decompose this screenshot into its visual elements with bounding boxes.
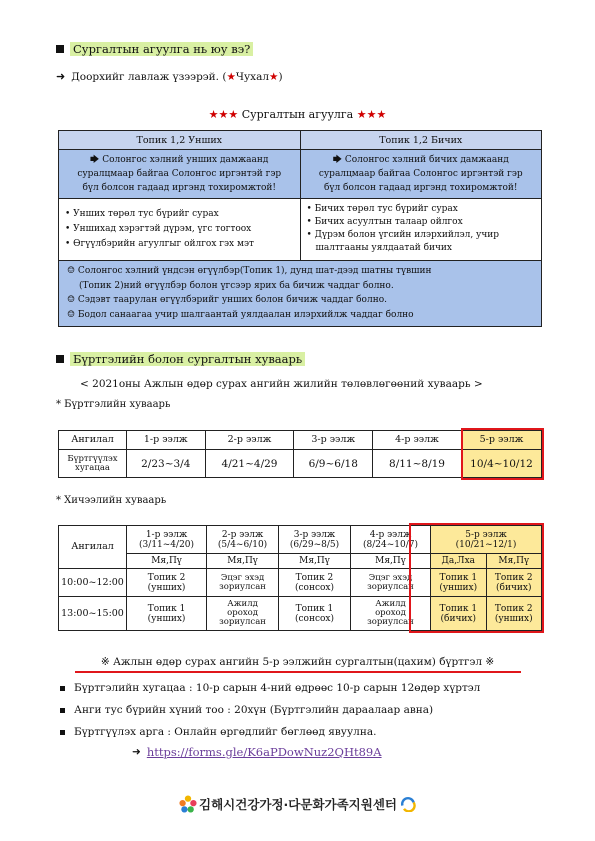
list-item: • Өгүүлбэрийн агуулгыг ойлгох гэх мэт <box>65 239 254 249</box>
section2-title: Бүртгэлийн болон сургалтын хуваарь <box>70 352 305 366</box>
class-cell: Эцэг эхэд зориулсан <box>207 569 279 597</box>
section2-heading <box>56 352 305 366</box>
star-icon: ★ <box>269 71 279 83</box>
reg-term-4: 4-р ээлж <box>373 431 462 450</box>
section1-title: Сургалтын агуулга нь юу вэ? <box>70 42 253 56</box>
class-cell: Ажилд ороход зориулсан <box>207 597 279 631</box>
reg-term-3: 3-р ээлж <box>294 431 373 450</box>
reg-term-1: 1-р ээлж <box>127 431 206 450</box>
org-name: 김해시건강가정·다문화가족지원센터 <box>199 797 397 812</box>
star-icon: ★ <box>226 71 236 83</box>
reg-row-header-2: Бүртгүүлэх хугацаа <box>59 450 127 478</box>
title-underline <box>75 671 521 673</box>
curriculum-table <box>58 130 542 327</box>
reg-period-5: 10/4~10/12 <box>462 450 542 478</box>
class-time-2: 13:00~15:00 <box>59 597 127 631</box>
class-days-1: Мя,Пү <box>127 554 207 569</box>
arrow-box-icon: 🡆 <box>90 155 100 165</box>
registration-table <box>58 430 542 478</box>
col2-topics <box>300 199 542 261</box>
square-bullet-icon <box>56 355 64 363</box>
list-item: • Уншихад хэрэгтэй дүрэм, үгс тогтоох <box>65 224 252 234</box>
flower-logo-icon <box>179 795 197 813</box>
class-days-2: Мя,Пү <box>207 554 279 569</box>
list-item: • Унших төрөл тус бүрийг сурах <box>65 209 219 219</box>
class-cell: Топик 2 (бичих) <box>486 569 542 597</box>
org-footer <box>0 795 595 813</box>
reg-period-2: 4/21~4/29 <box>205 450 294 478</box>
reg-period-1: 2/23~3/4 <box>127 450 206 478</box>
online-registration-title: ※ Ажлын өдөр сурах ангийн 5-р ээлжийн сургалтын(цахим) бүртгэл ※ <box>100 656 495 668</box>
curriculum-title: ★★★ Сургалтын агуулга ★★★ <box>208 108 387 121</box>
stars-right-icon: ★★★ <box>356 108 387 121</box>
list-item: • Бичих төрөл тус бүрийг сурах <box>306 204 458 214</box>
class-days-5b: Мя,Пү <box>486 554 542 569</box>
class-cell: Ажилд ороход зориулсан <box>350 597 430 631</box>
reg-period-4: 8/11~8/19 <box>373 450 462 478</box>
class-cell: Топик 2 (сонсох) <box>279 569 351 597</box>
class-schedule-label: * Хичээлийн хуваарь <box>56 495 167 506</box>
table-row <box>59 569 542 597</box>
swirl-logo-icon <box>400 796 416 812</box>
square-bullet-icon <box>56 45 64 53</box>
bullet-icon <box>60 708 65 713</box>
reg-row-header-1: Ангилал <box>59 431 127 450</box>
class-term-5: 5-р ээлж (10/21~12/1) <box>431 526 542 554</box>
class-cell: Топик 1 (сонсох) <box>279 597 351 631</box>
list-item: Бүртгэлийн хугацаа : 10-р сарын 4-ний өдрөөс 10-р сарын 12өдөр хүртэл <box>60 682 480 694</box>
class-term-4: 4-р ээлж (8/24~10/7) <box>350 526 430 554</box>
bullet-icon <box>60 730 65 735</box>
list-item: Бүртгүүлэх арга : Онлайн өргөдлийг бөглөөд явуулна. <box>60 726 376 738</box>
class-term-1: 1-р ээлж (3/11~4/20) <box>127 526 207 554</box>
class-time-1: 10:00~12:00 <box>59 569 127 597</box>
class-days-3: Мя,Пү <box>279 554 351 569</box>
bullet-icon <box>60 686 65 691</box>
stars-left-icon: ★★★ <box>208 108 239 121</box>
registration-link-row <box>132 745 382 759</box>
list-item: • Бичих асуултын талаар ойлгох <box>306 217 463 227</box>
arrow-right-icon: ➜ <box>132 746 141 758</box>
section1-note: ➜ Доорхийг лавлаж үзээрэй. (★Чухал★) <box>56 70 283 83</box>
class-cell: Топик 2 (унших) <box>127 569 207 597</box>
section1-heading <box>56 42 253 56</box>
class-days-5a: Да,Лха <box>431 554 486 569</box>
list-item: Анги тус бүрийн хүний тоо : 20хүн (Бүртгэлийн дараалаар авна) <box>60 704 433 716</box>
class-term-3: 3-р ээлж (6/29~8/5) <box>279 526 351 554</box>
arrow-right-icon: ➜ <box>56 70 66 83</box>
reg-period-3: 6/9~6/18 <box>294 450 373 478</box>
curriculum-goals: ☺ Солонгос хэлний үндсэн өгүүлбэр(Топик 1), дунд шат-дээд шатны түвшин (Топик 2)ний өгүүлбэр болон үгсээр ярих ба бичиж чаддаг болно. ☺ Сэдэвт таарулан өгүүлбэрийг унших болон бичиж чаддаг болно. ☺ Бодол санаагаа учир шалгаантай уялдаалан илэрхийлж чаддаг болно <box>59 261 542 327</box>
registration-form-link[interactable]: https://forms.gle/K6aPDowNuz2QHt89A <box>146 745 382 759</box>
class-cell: Топик 1 (унших) <box>127 597 207 631</box>
arrow-box-icon: 🡆 <box>332 155 342 165</box>
col1-header: Топик 1,2 Унших <box>59 131 301 150</box>
col2-description: 🡆 Солонгос хэлний бичих дамжаанд суралцмаар байгаа Солонгос иргэнтэй гэр бүл болсон гадаад иргэнд тохиромжтой! <box>300 150 542 199</box>
class-schedule-table <box>58 525 542 631</box>
col1-topics <box>59 199 301 261</box>
list-item: шалтгааны уялдаатай бичих <box>315 243 453 253</box>
class-cell: Топик 1 (бичих) <box>431 597 486 631</box>
class-cell: Эцэг эхэд зориулсан <box>350 569 430 597</box>
reg-term-5: 5-р ээлж <box>462 431 542 450</box>
table-row <box>59 597 542 631</box>
class-cell: Топик 2 (унших) <box>486 597 542 631</box>
col1-description: 🡆 Солонгос хэлний унших дамжаанд суралцмаар байгаа Солонгос иргэнтэй гэр бүл болсон гадаад иргэнд тохиромжтой! <box>59 150 301 199</box>
list-item: • Дүрэм болон үгсийн илэрхийлэл, учир <box>306 230 500 240</box>
schedule-subtitle: < 2021оны Ажлын өдөр сурах ангийн жилийн төлөвлөгөөний хуваарь > <box>80 378 483 390</box>
registration-label: * Бүртгэлийн хуваарь <box>56 399 171 410</box>
reg-term-2: 2-р ээлж <box>205 431 294 450</box>
class-term-2: 2-р ээлж (5/4~6/10) <box>207 526 279 554</box>
col2-header: Топик 1,2 Бичих <box>300 131 542 150</box>
class-days-4: Мя,Пү <box>350 554 430 569</box>
class-cell: Топик 1 (унших) <box>431 569 486 597</box>
class-corner: Ангилал <box>59 526 127 569</box>
